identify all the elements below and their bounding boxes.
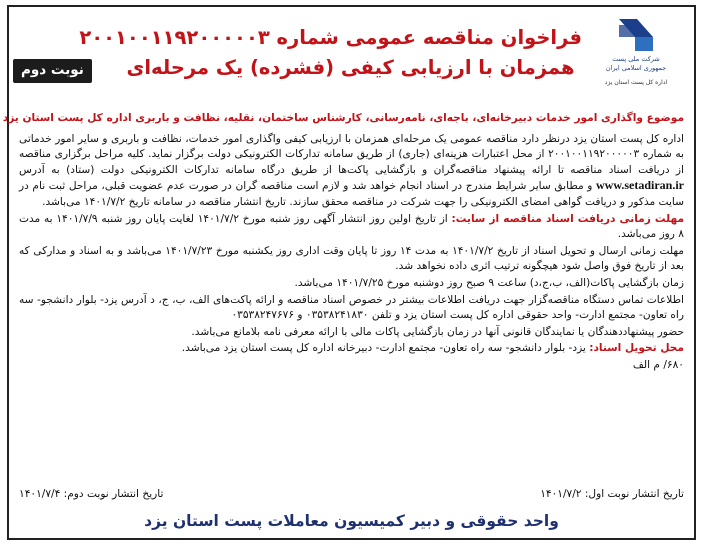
notice-body: [2, 111, 684, 375]
intro-text-b: و مطابق سایر شرایط مندرج در اسناد انجام خواهد شد و لازم است مناقصه گران در صورت عدم عضویت قبلی، مراحل ثبت نام در سایت مذکور و دریافت گواهی امضای الکترونیکی را جهت شرکت در مناقصه محقق سازند. تاریخ انتشار مناقصه در سامانه تاریخ ۱۴۰۱/۷/۲ می‌باشد.: [19, 180, 684, 208]
logo-country: جمهوری اسلامی ایران: [605, 64, 667, 72]
subject-line: موضوع واگذاری امور خدمات دبیرخانه‌ای، باجه‌ای، نامه‌رسانی، کارشناس ساختمان، نقلیه، نظافت و باربری اداره کل پست استان یزد: [2, 112, 684, 124]
intro-text-a: اداره کل پست استان یزد درنظر دارد مناقصه عمومی یک مرحله‌ای همزمان با ارزیابی کیفی واگذاری امور خدمات، نظافت و باربری و سایر امور خدماتی به شماره ۲۰۰۱۰۰۱۱۹۲۰۰۰۰۰۳ از محل اعتبارات هزینه‌ای (جاری) از طریق سامانه تدارکات الکترونیکی دولت برگزار نماید. کلیه مراحل برگزاری مناقصه از دریافت اسناد مناقصه تا ارائه پیشنهاد مناقصه‌گران و بازگشایی پاکت‌ها از طریق درگاه سامانه تدارکات الکترونیکی دولت (ستاد) به آدرس: [19, 132, 684, 176]
tender-notice: [2, 5, 696, 540]
second-publication-date: تاریخ انتشار نوبت دوم: ۱۴۰۱/۷/۴: [19, 488, 164, 500]
publication-dates: [19, 488, 684, 500]
signature-line: واحد حقوقی و دبیر کمیسیون معاملات پست استان یزد: [144, 512, 559, 530]
paragraph-opening: زمان بازگشایی پاکات(الف، ب،ج،د) ساعت ۹ صبح روز دوشنبه مورخ ۱۴۰۱/۷/۲۵ می‌باشد.: [294, 276, 684, 289]
reference-code: ۶۸۰/ م الف: [632, 358, 684, 371]
logo-company-name: شرکت ملی پست: [612, 55, 660, 63]
paragraph-intro: [19, 132, 684, 211]
paragraph-submission: مهلت زمانی ارسال و تحویل اسناد از تاریخ ۱۴۰۱/۷/۲ به مدت ۱۴ روز تا پایان وقت اداری روز یکشنبه مورخ ۱۴۰۱/۷/۲۳ می‌باشد و به اسناد و مدارکی که بعد از تاریخ فوق واصل شود هیچگونه ترتیب اثری داده نخواهد شد.: [19, 244, 684, 273]
website-link[interactable]: www.setadiran.ir: [596, 178, 684, 193]
delivery-label: محل تحویل اسناد:: [589, 342, 684, 355]
paragraph-contact: اطلاعات تماس دستگاه مناقصه‌گزار جهت دریافت اطلاعات بیشتر در خصوص اسناد مناقصه و ارائه پاکت‌های الف، ب، ج، د آدرس یزد- بلوار دانشجو- سه راه تعاون- مجتمع ادارت- واحد حقوقی اداره کل پست استان یزد و تلفن ۰۳۵۳۸۲۴۱۸۳۰ و ۰۳۵۳۸۲۴۷۶۷۶: [19, 293, 684, 322]
title-line-1: فراخوان مناقصه عمومی شماره ۲۰۰۱۰۰۱۱۹۲۰۰۰۰۰۳: [79, 26, 582, 49]
iran-post-emblem-icon: [613, 15, 659, 55]
deadline-label: مهلت زمانی دریافت اسناد مناقصه از سایت:: [451, 212, 684, 225]
first-publication-date: تاریخ انتشار نوبت اول: ۱۴۰۱/۷/۲: [540, 488, 684, 500]
delivery-text: یزد- بلوار دانشجو- سه راه تعاون- مجتمع ادارت- دبیرخانه اداره کل پست استان یزد می‌باشد.: [181, 342, 586, 355]
paragraph-presence: حضور پیشنهاددهندگان یا نمایندگان قانونی آنها در زمان بازگشایی پاکات مالی با ارائه معرفی نامه بلامانع می‌باشد.: [191, 325, 684, 338]
title-block: [79, 23, 582, 83]
logo-office: اداره کل پست استان یزد: [604, 79, 668, 86]
paragraph-deadline: [19, 212, 684, 243]
title-line-2: همزمان با ارزیابی کیفی (فشرده) یک مرحله‌ای: [126, 56, 575, 79]
notice-header: [9, 7, 694, 105]
post-logo: [586, 15, 686, 95]
round-badge: نوبت دوم: [13, 59, 92, 83]
deadline-text: از تاریخ اولین روز انتشار آگهی روز شنبه مورخ ۱۴۰۱/۷/۲ لغایت پایان روز شنبه ۱۴۰۱/۷/۹ به مدت ۸ روز می‌باشد.: [19, 212, 684, 241]
paragraph-delivery: [19, 341, 684, 357]
